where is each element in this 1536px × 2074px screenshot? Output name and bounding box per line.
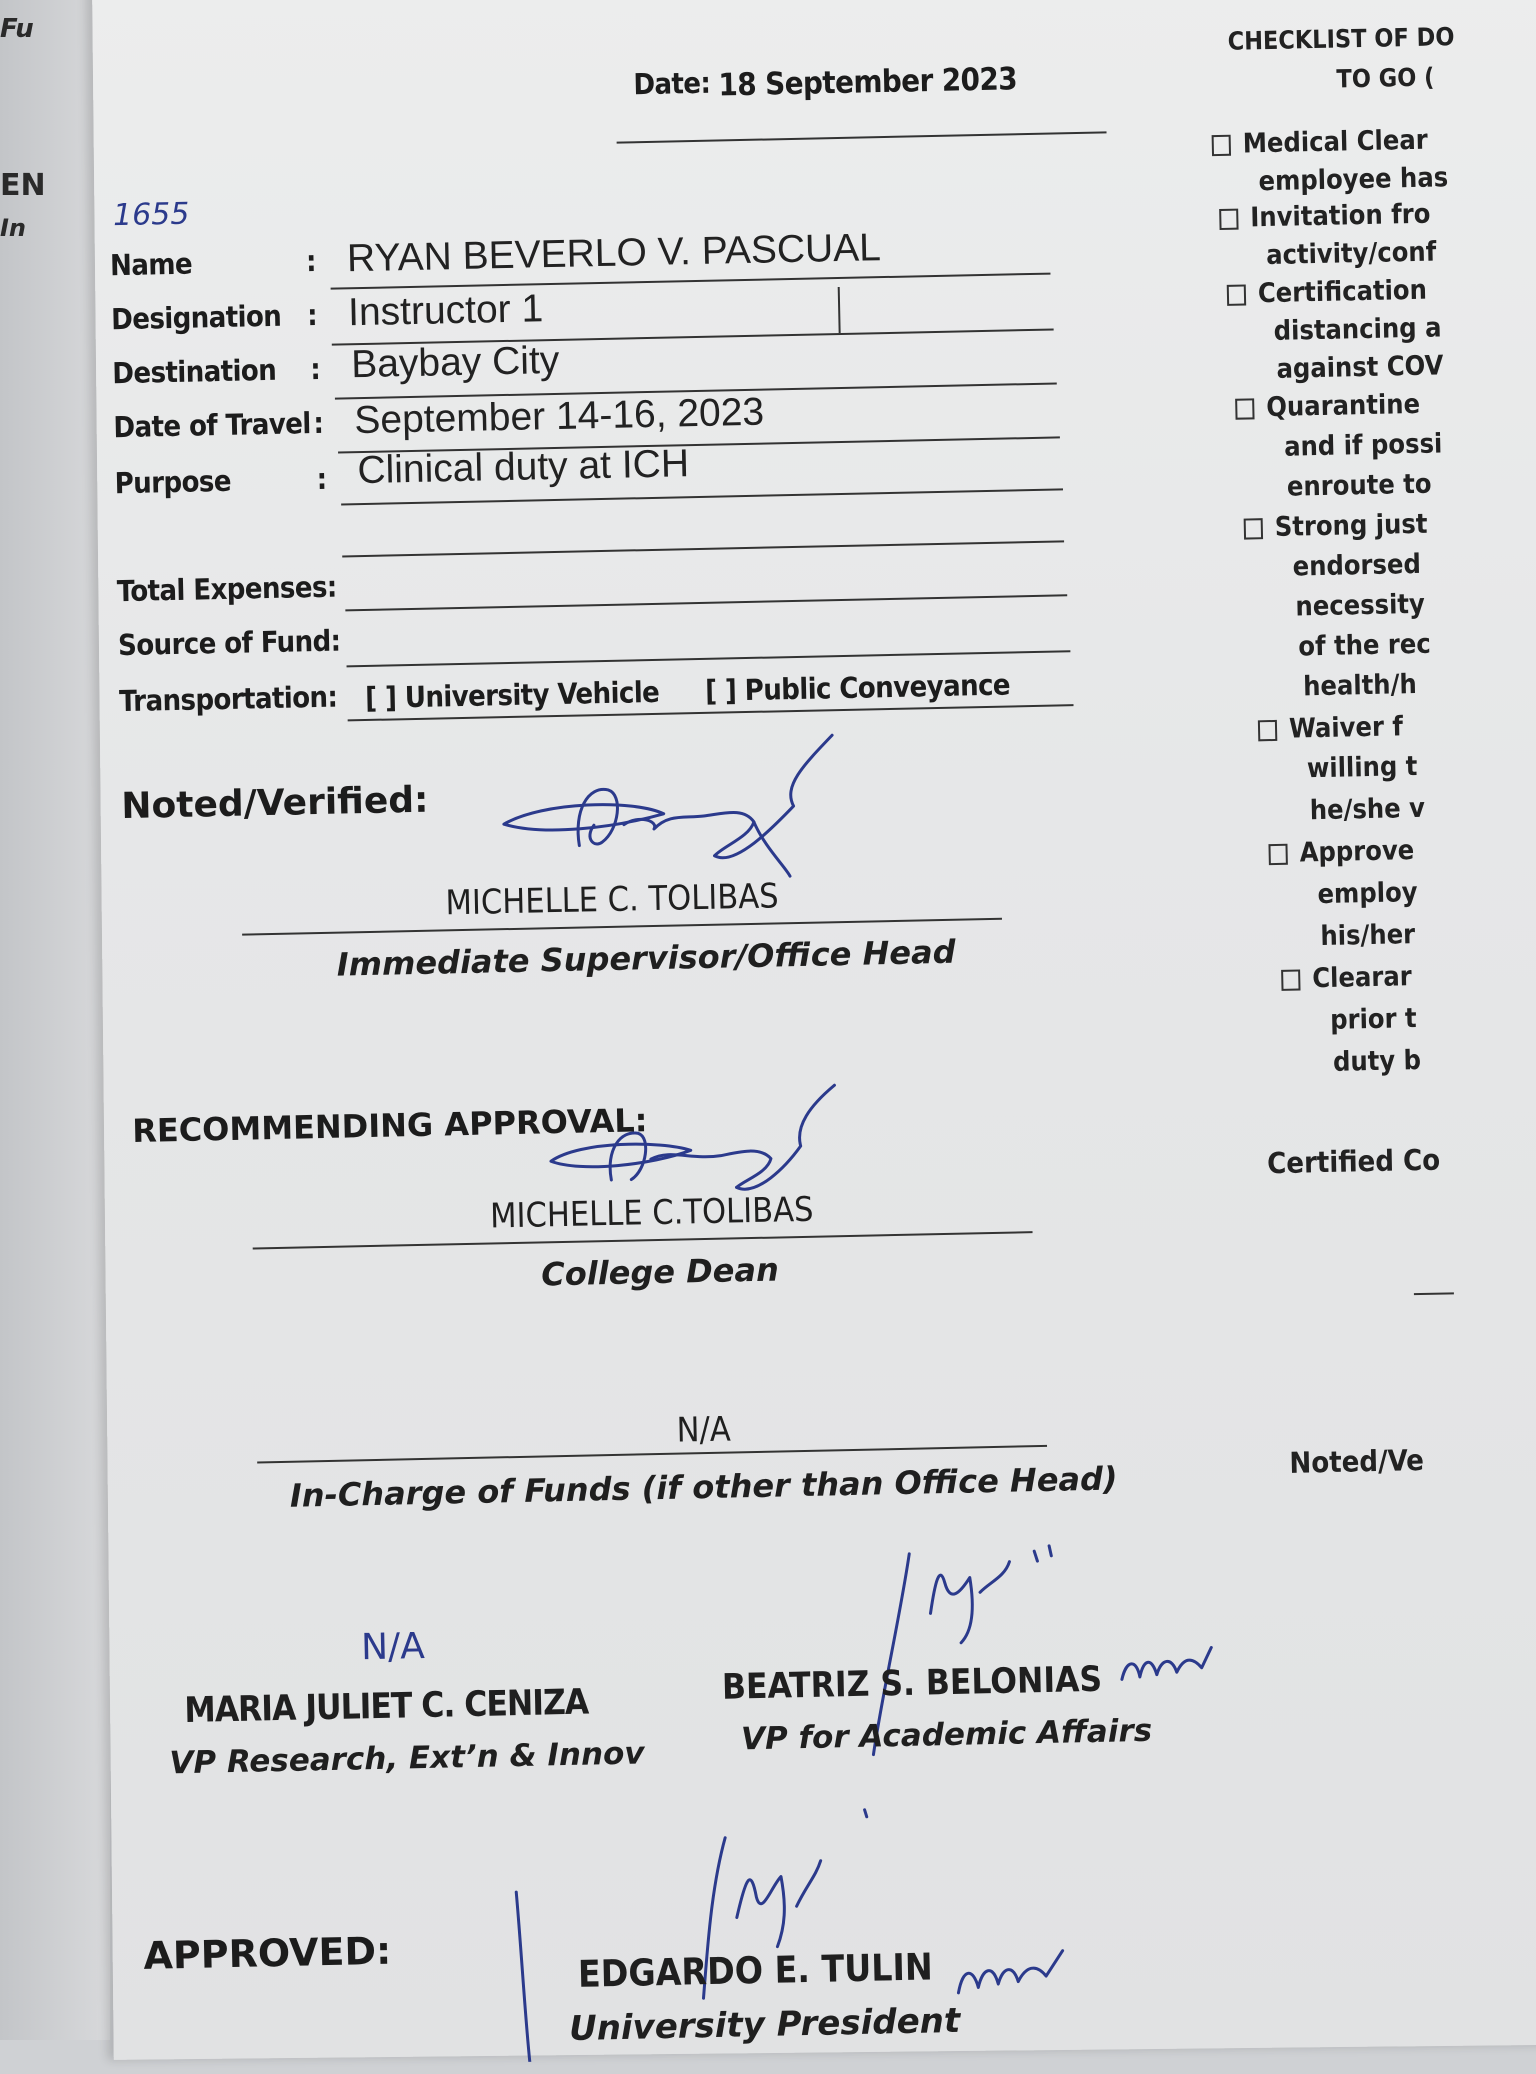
checkbox-icon bbox=[1219, 209, 1238, 230]
checklist-item-cont: employ bbox=[1317, 877, 1418, 911]
checkbox-icon bbox=[1281, 969, 1300, 990]
colon: : bbox=[306, 297, 318, 333]
supervisor-title: Immediate Supervisor/Office Head bbox=[336, 932, 956, 984]
checkbox-icon bbox=[1212, 135, 1231, 156]
checklist-item: Medical Clear bbox=[1211, 125, 1428, 161]
colon: : bbox=[309, 351, 321, 387]
total-expenses-underline bbox=[345, 594, 1067, 611]
checkbox-icon bbox=[1268, 844, 1287, 865]
initials-belonias bbox=[1111, 1637, 1222, 1699]
approved-heading: APPROVED: bbox=[143, 1928, 392, 1978]
funds-value: N/A bbox=[676, 1409, 732, 1451]
checklist-item-cont: necessity bbox=[1295, 588, 1426, 623]
checklist-item-cont: willing t bbox=[1306, 750, 1418, 785]
colon: : bbox=[305, 243, 317, 279]
checkbox-icon bbox=[1227, 284, 1246, 305]
checklist-item: Quarantine bbox=[1235, 389, 1420, 424]
checklist-item-cont: distancing a bbox=[1273, 312, 1442, 347]
handwritten-na: N/A bbox=[360, 1625, 426, 1669]
source-of-fund-underline bbox=[347, 650, 1071, 667]
checklist-item: Invitation fro bbox=[1219, 199, 1431, 234]
vp-academic-title: VP for Academic Affairs bbox=[740, 1712, 1153, 1758]
transportation-label: Transportation: bbox=[118, 679, 338, 719]
vp-research-name: MARIA JULIET C. CENIZA bbox=[183, 1682, 589, 1732]
name-label: Name bbox=[109, 246, 193, 283]
checklist-item-cont: activity/conf bbox=[1265, 236, 1437, 272]
supervisor-name: MICHELLE C. TOLIBAS bbox=[445, 876, 780, 924]
checklist-item-cont: and if possi bbox=[1283, 428, 1443, 463]
dean-name: MICHELLE C.TOLIBAS bbox=[489, 1189, 814, 1237]
vp-research-title: VP Research, Ext’n & Innov bbox=[169, 1735, 645, 1782]
destination-value: Baybay City bbox=[350, 338, 560, 387]
handwritten-number: 1655 bbox=[112, 196, 190, 234]
certified-correct-label: Certified Co bbox=[1266, 1142, 1441, 1181]
funds-signature-line bbox=[257, 1445, 1047, 1464]
funds-title: In-Charge of Funds (if other than Office Head) bbox=[289, 1459, 1118, 1515]
total-expenses-label: Total Expenses: bbox=[116, 569, 338, 609]
checkbox-icon bbox=[1235, 398, 1254, 419]
recommending-approval-heading: RECOMMENDING APPROVAL: bbox=[131, 1101, 648, 1150]
supervisor-signature-line bbox=[242, 918, 1002, 936]
certified-signature-line bbox=[1414, 1292, 1454, 1295]
dean-title: College Dean bbox=[540, 1250, 780, 1294]
edge-text-fragment: EN bbox=[0, 168, 46, 203]
designation-value: Instructor 1 bbox=[347, 287, 544, 335]
date-underline bbox=[617, 131, 1107, 143]
checklist-item-cont: he/she v bbox=[1309, 792, 1426, 827]
colon: : bbox=[316, 461, 327, 496]
president-name: EDGARDO E. TULIN bbox=[577, 1945, 934, 1996]
destination-label: Destination bbox=[111, 352, 277, 391]
checkbox-icon bbox=[1258, 720, 1277, 741]
transport-option-university-vehicle: [ ] University Vehicle bbox=[364, 674, 660, 716]
checklist-item: Strong just bbox=[1244, 509, 1428, 544]
designation-divider bbox=[838, 287, 841, 333]
checklist-item-cont: of the rec bbox=[1298, 628, 1432, 663]
vp-academic-name: BEATRIZ S. BELONIAS bbox=[721, 1659, 1103, 1708]
noted-verified-right-label: Noted/Ve bbox=[1289, 1443, 1425, 1480]
date-of-travel-label: Date of Travel bbox=[113, 406, 311, 445]
date-value: 18 September 2023 bbox=[718, 61, 1018, 104]
checklist-item-cont: duty b bbox=[1332, 1044, 1422, 1078]
designation-label: Designation bbox=[110, 298, 282, 337]
purpose-label: Purpose bbox=[114, 463, 232, 501]
colon: : bbox=[313, 405, 324, 441]
purpose-underline-2 bbox=[342, 540, 1064, 557]
checklist-item-cont: employee has bbox=[1258, 162, 1449, 198]
checklist-item: Clearar bbox=[1281, 961, 1412, 995]
checklist-item-cont: endorsed bbox=[1292, 548, 1422, 583]
checklist-heading: CHECKLIST OF DO bbox=[1227, 22, 1455, 56]
checklist-item: Certification bbox=[1227, 275, 1428, 310]
checklist-item-cont: his/her bbox=[1320, 919, 1416, 953]
travel-authority-form bbox=[0, 3, 1466, 2074]
edge-text-fragment: Fu bbox=[0, 14, 34, 44]
checklist-item: Waiver f bbox=[1258, 711, 1403, 745]
checklist-item-cont: against COV bbox=[1276, 350, 1444, 385]
checkbox-icon bbox=[1244, 518, 1263, 539]
president-title: University President bbox=[568, 2000, 961, 2050]
noted-verified-heading: Noted/Verified: bbox=[120, 779, 429, 828]
checklist-item-cont: prior t bbox=[1329, 1003, 1417, 1036]
checklist-item-cont: enroute to bbox=[1286, 468, 1432, 503]
dean-signature-line bbox=[253, 1231, 1033, 1249]
edge-text-fragment: In bbox=[0, 214, 27, 242]
date-label: Date: bbox=[633, 65, 711, 102]
transport-option-public-conveyance: [ ] Public Conveyance bbox=[704, 667, 1011, 708]
checklist-item: Approve bbox=[1268, 835, 1414, 869]
checklist-item-cont: health/h bbox=[1302, 668, 1418, 703]
checklist-heading-2: TO GO ( bbox=[1336, 62, 1435, 94]
initials-tulin bbox=[947, 1940, 1078, 2013]
name-value: RYAN BEVERLO V. PASCUAL bbox=[346, 226, 882, 281]
signature-tolibas bbox=[482, 725, 865, 903]
source-of-fund-label: Source of Fund: bbox=[117, 623, 341, 663]
date-of-travel-value: September 14-16, 2023 bbox=[353, 390, 765, 443]
purpose-value: Clinical duty at ICH bbox=[356, 442, 690, 493]
